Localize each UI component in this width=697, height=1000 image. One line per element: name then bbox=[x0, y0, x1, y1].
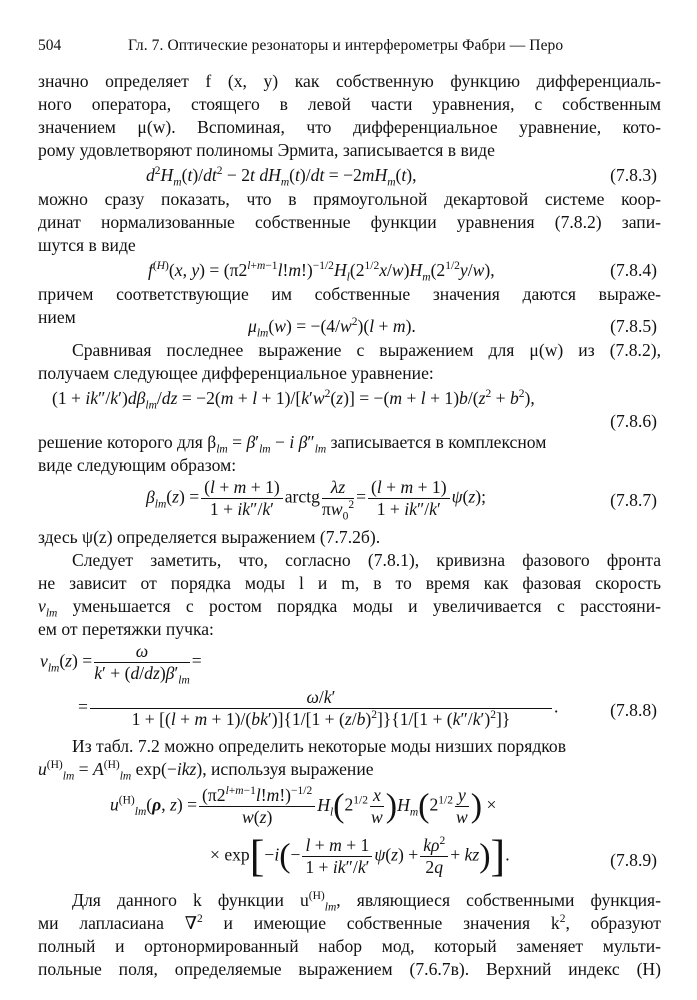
page-body bbox=[38, 70, 661, 981]
text-fragment: , используя выражение bbox=[202, 759, 374, 779]
text-fragment: , являющиеся собственными функция- bbox=[336, 890, 661, 910]
text-fragment: решение которого для β bbox=[38, 432, 217, 452]
text-line: Для данного k функции $u^{(H)}_{lm}$, являющиеся собственными функция- bbox=[72, 890, 661, 914]
equation-number: (7.8.5) bbox=[610, 316, 657, 336]
equation-7-8-4: $f^{(H)}(x$, $y) = (\pi 2^{l+m-1}l!m!)^{-1/2}H_l(2^{1/2}x/w)H_m(2^{1/2}y/w)$, (7.8.4) bbox=[38, 257, 661, 283]
text-fragment: ми лапласиана ∇ bbox=[38, 913, 198, 933]
text-fragment: Для данного k функции u bbox=[72, 890, 309, 910]
text-line: можно сразу показать, что в прямоугольной декартовой системе коор- bbox=[38, 189, 661, 209]
chapter-title: Гл. 7. Оптические резонаторы и интерферометры Фабри — Перо bbox=[128, 37, 564, 54]
text-line: получаем следующее дифференциальное уравнение: bbox=[38, 363, 434, 383]
text-line: нием bbox=[38, 307, 76, 327]
text-fragment: , образуют bbox=[565, 913, 661, 933]
equation-number: (7.8.6) bbox=[610, 411, 657, 431]
text-line: здесь ψ(z) определяется выражением (7.7.2б). bbox=[38, 527, 381, 547]
text-line: Следует заметить, что, согласно (7.8.1), кривизна фазового фронта bbox=[72, 550, 661, 570]
equation-7-8-9-part1: $u^{(H)}_{lm}(\rho$, z) = $\frac{(\pi 2^{l+m-1}l!m!)^{-1/2}}{w(z)}$ $H_l(2^{1/2}$ $\frac{x}{w}$ )$H_m(2^{1/2}$ $\frac{y}{w}$ ) × bbox=[110, 785, 497, 827]
text-line: полный и ортонормированный набор мод, который заменяет мульти- bbox=[38, 936, 661, 956]
text-line: Из табл. 7.2 можно определить некоторые моды низших порядков bbox=[72, 736, 567, 756]
text-line: ми лапласиана ∇$^2$ и имеющие собственные значения $k^2$, образуют bbox=[38, 913, 661, 933]
equation-7-8-7: $\beta_{lm}(z)$ = $\frac{(l + m + 1)}{1 + ik''/k'}$ arctg $\frac{\lambda z}{\pi w_0^2}$ = $\frac{(l + m + 1)}{1 + ik''/k'}$ ψ(z); (7.8.7) bbox=[146, 477, 657, 523]
equation-7-8-9-part2: × exp[−i(− $\frac{l + m + 1}{1 + ik''/k'}$ ψ(z) + $\frac{k\rho^2}{2q}$ + kz)]. (7.8.9) bbox=[210, 831, 657, 881]
equation-7-8-8-part2: = $\frac{\omega/k'}{1 + [(l + m + 1)/(bk')]\{1/[1 + (z/b)^2]\}\{1/[1 + (k''/k')^2]\}}$ . (7.8.8) bbox=[78, 687, 657, 729]
text-line: рому удовлетворяют полиномы Эрмита, записывается в виде bbox=[38, 140, 495, 160]
text-line: польные поля, определяемые выражением (7.6.7в). Верхний индекс (H) bbox=[38, 959, 661, 979]
text-fragment: уменьшается с ростом порядка моды и увеличивается с расстояни- bbox=[72, 596, 661, 616]
text-line: значно определяет f (x, y) как собственную функцию дифференциаль- bbox=[38, 71, 661, 91]
running-head bbox=[38, 37, 657, 59]
equation-number: (7.8.7) bbox=[610, 490, 657, 510]
text-line: не зависит от порядка моды l и m, в то время как фазовая скорость bbox=[38, 573, 661, 593]
equation-7-8-3: $d^2H_m(t)/dt^2 - 2t$ $dH_m(t)/dt = -2mH_m(t)$, (7.8.3) bbox=[38, 162, 661, 188]
text-line: Сравнивая последнее выражение с выражением для μ(w) из (7.8.2), bbox=[72, 340, 661, 360]
equation-7-8-5: $\mu_{lm}(w) = -(4/w^2)(l + m)$. (7.8.5) bbox=[38, 313, 661, 339]
text-line: динат нормализованные собственные функции уравнения (7.8.2) запи- bbox=[38, 212, 661, 232]
equation-7-8-6: $(1 + ik''/k')d\beta_{lm}/dz = -2(m + l + 1)/[k'w^2(z)] = -(m + l + 1)b/(z^2 + b^2)$, bbox=[52, 388, 535, 412]
equation-number: (7.8.4) bbox=[610, 260, 657, 280]
text-line: ного оператора, стоящего в левой части уравнения, с собственным bbox=[38, 94, 661, 114]
text-line: $v_{lm}$ уменьшается с ростом порядка моды и увеличивается с расстояни- bbox=[38, 596, 661, 620]
page-number: 504 bbox=[38, 37, 62, 54]
equation-number: (7.8.9) bbox=[610, 850, 657, 870]
equation-number: (7.8.8) bbox=[610, 700, 657, 720]
equation-number: (7.8.3) bbox=[610, 165, 657, 185]
text-line: ем от перетяжки пучка: bbox=[38, 619, 214, 639]
text-line: причем соответствующие им собственные значения даются выраже- bbox=[38, 284, 661, 304]
text-line: $u^{(H)}_{lm} = A^{(H)}_{lm}$ exp(−ikz), используя выражение bbox=[38, 759, 374, 783]
equation-7-8-8-part1: $v_{lm}(z)$ = $\frac{\omega}{k' + (d/dz)\beta'_{lm}}$ = bbox=[40, 641, 202, 687]
text-line: виде следующим образом: bbox=[38, 455, 237, 475]
text-line: решение которого для $\beta_{lm} = \beta'_{lm} - i$ $\beta''_{lm}$ записывается в комплексном bbox=[38, 432, 547, 456]
text-line: шутся в виде bbox=[38, 235, 136, 255]
text-fragment: и имеющие собственные значения k bbox=[202, 913, 560, 933]
equation-number-row bbox=[38, 411, 661, 431]
text-line: значением μ(w). Вспоминая, что дифференциальное уравнение, кото- bbox=[38, 117, 661, 137]
